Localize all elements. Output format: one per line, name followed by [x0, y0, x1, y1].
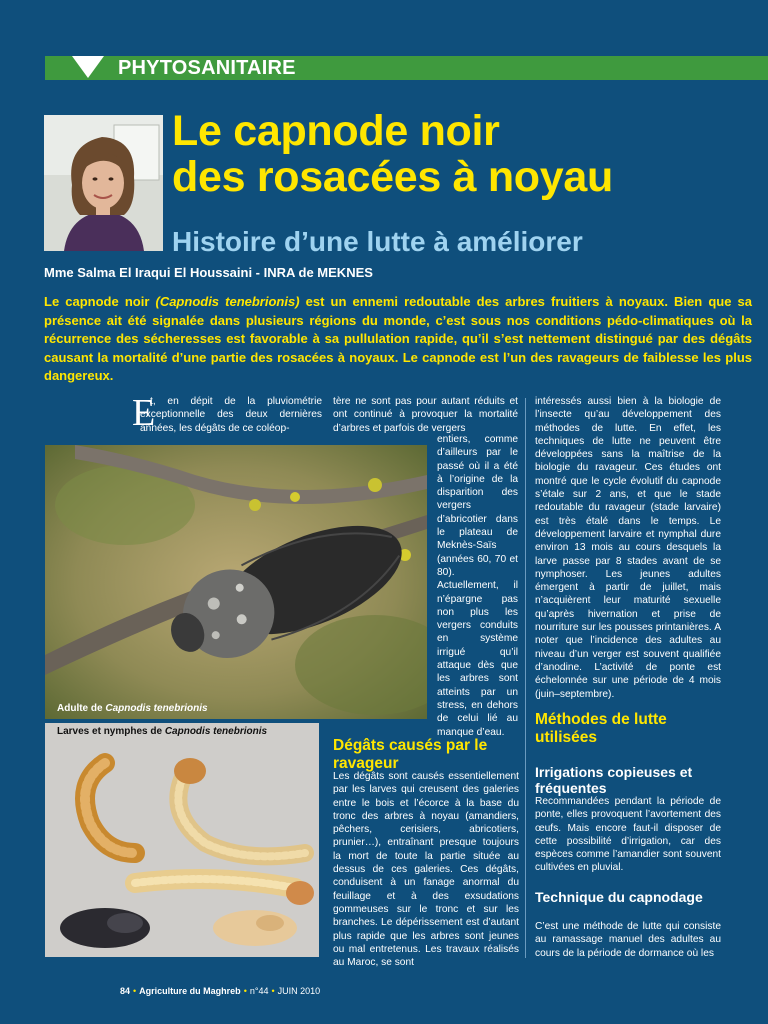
- heading-methodes: Méthodes de lutte utilisées: [535, 711, 667, 746]
- body-capnodage: C’est une méthode de lutte qui consiste au ramassage manuel des adultes au cours de la période de dormance où les: [535, 921, 721, 959]
- column-divider: [525, 398, 526, 958]
- issue-number: n°44: [249, 986, 269, 996]
- body-degats: Les dégâts sont causés essentiellement par les larves qui creusent des galeries entre le bois et l’écorce à la base du tronc des arbres à noyau (amandiers, pêchers, cerisiers, abricotiers, prunier…), entraînant presque toujours la mort de toute la partie située au dessus de ces galeries. Ces dégâts, conduisent à un fanage anormal du feuillage et à des exsudations gommeuses sur le tronc et sur les branches. Le dépérissement est d’autant plus rapide que les arbres sont jeunes ou mal entretenus. Les travaux réalisés au Maroc, se sont: [333, 771, 519, 969]
- heading-irrigations: Irrigations copieuses et fréquentes: [535, 764, 693, 796]
- body-col2-top: tère ne sont pas pour autant réduits et ont continué à provoquer la mortalité d’arbres et parfois de vergers: [333, 396, 518, 434]
- article-title: [172, 108, 762, 200]
- section-label: PHYTOSANITAIRE: [118, 57, 296, 79]
- drop-cap: E: [132, 392, 156, 434]
- magazine-name: Agriculture du Maghreb: [139, 986, 241, 996]
- author-line: Mme Salma El Iraqui El Houssaini - INRA de MEKNES: [44, 265, 373, 280]
- caption-larvae-prefix: Larves et nymphes de: [57, 726, 165, 737]
- article-subtitle: Histoire d’une lutte à améliorer: [172, 226, 583, 257]
- larvae-photo: [45, 723, 319, 957]
- body-col2-narrow: entiers, comme d’ailleurs par le passé où il a été à l’origine de la disparition des vergers d’abricotier dans le plateau de Meknès-Saïs (années 60, 70 et 80). Actuellement, il n’épargne pas non plus les vergers conduits en système irrigué qu’il attaque dès que les arbres sont atteints par un stress, en dehors de celui lié au manque d’eau.: [437, 434, 518, 738]
- lead-paragraph: [44, 293, 752, 386]
- caption-larvae: [57, 726, 267, 737]
- triangle-down-icon: [72, 56, 104, 78]
- beetle-photo: [45, 445, 427, 719]
- lead-species: (Capnodis tenebrionis): [155, 294, 300, 309]
- bullet-icon: •: [133, 986, 137, 996]
- caption-beetle: [57, 703, 208, 714]
- heading-degats: Dégâts causés par le ravageur: [333, 737, 488, 772]
- bullet-icon: •: [243, 986, 247, 996]
- body-col3-top: intéressés aussi bien à la biologie de l’insecte qu’au développement des méthodes de lutte. En effet, les techniques de lutte ne peuvent être développées sans la maîtrise de la biologie du ravageur. Ces études ont montré que le cycle évolutif du capnode s’étale sur 2 ans, et que le stade redoutable du ravageur (stade larvaire) est très étalé dans le temps. Le développement larvaire et nymphal dure environ 13 mois au cours desquels la larve passe par 8 stades avant de se nymphoser. Les jeunes adultes émergent à partir de juillet, mais n’acquièrent leur maturité sexuelle qu’après hivernation et prise de nourriture sur les pousses printanières. A noter que l’incidence des adultes au niveau d’un verger est souvent qualifiée d’anodine. L’activité de ponte est échelonnée sur une période de 4 mois (juin–septembre).: [535, 396, 721, 700]
- title-line-2: des rosacées à noyau: [172, 153, 613, 201]
- page-footer: [120, 986, 320, 996]
- body-irrigations: Recommandées pendant la période de ponte, elles provoquent l’avortement des œufs. Mais encore faut-il disposer de cette possibilité d’irrigation, car des espèces comme l’amandier sont souvent cultivées en pluvial.: [535, 796, 721, 874]
- body-intro: [140, 395, 322, 435]
- title-line-1: Le capnode noir: [172, 107, 500, 155]
- issue-date: JUIN 2010: [277, 986, 321, 996]
- lead-text-1: Le capnode noir: [44, 294, 156, 309]
- bullet-icon: •: [271, 986, 275, 996]
- body-intro-text: t, en dépit de la pluviométrie exceptionnelle des deux dernières années, les dégâts de ce coléop-: [140, 396, 322, 434]
- caption-beetle-prefix: Adulte de: [57, 703, 106, 714]
- caption-beetle-species: Capnodis tenebrionis: [105, 703, 208, 714]
- caption-larvae-species: Capnodis tenebrionis: [164, 726, 268, 737]
- author-photo: [44, 115, 163, 251]
- page-number: 84: [120, 986, 131, 996]
- heading-capnodage: Technique du capnodage: [535, 889, 703, 905]
- lead-text-2: est un ennemi redoutable des arbres fruitiers à noyaux. Bien que sa présence ait été signalée dans plusieurs régions du monde, c’est sous nos conditions pédo-climatiques où la récurrence des sécheresses est favorable à sa pullulation rapide, qu’il s’est nettement distingué par des dégâts causant la mortalité d’une partie des rosacées à noyaux. Le capnode est l’un des ravageurs de faiblesse les plus dangereux.: [44, 294, 752, 383]
